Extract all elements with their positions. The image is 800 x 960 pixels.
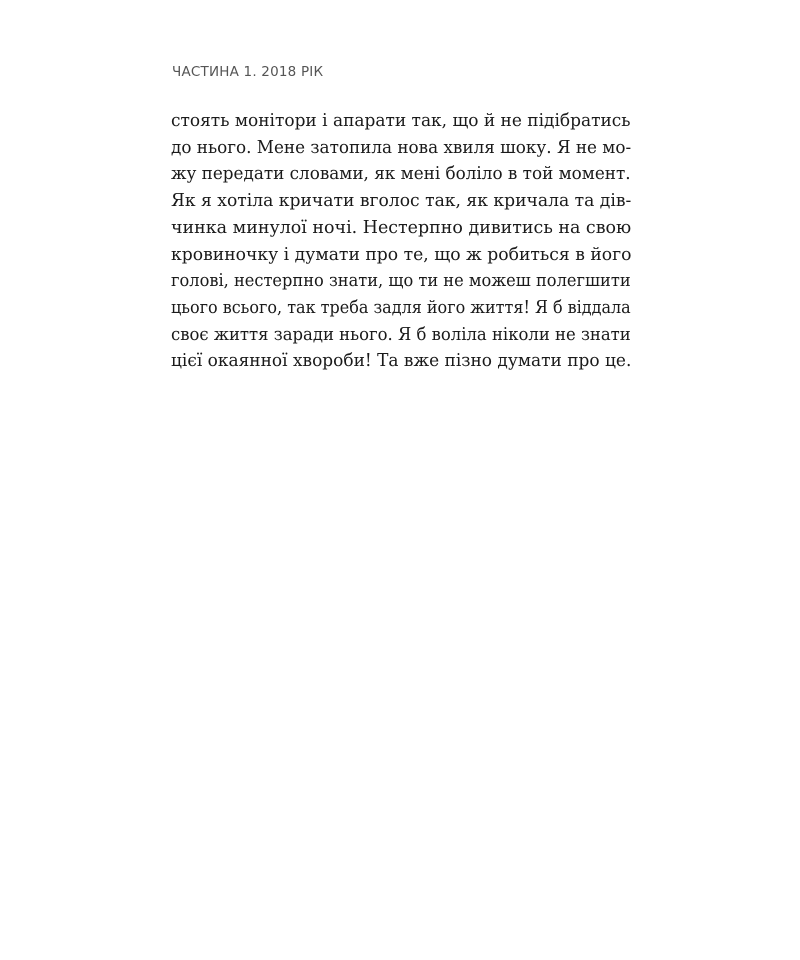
text-line: Як я хотіла кричати вголос так, як кричала та дів- (171, 191, 632, 212)
text-line: цієї окаянної хвороби! Та вже пізно думати про це. (171, 351, 632, 372)
text-line: цього всього, так треба задля його життя! Я б віддала (171, 297, 631, 318)
text-line: жу передати словами, як мені боліло в той момент. (171, 164, 631, 185)
text-line: кровиночку і думати про те, що ж робиться в його (171, 244, 632, 265)
text-line: до нього. Мене затопила нова хвиля шоку. Я не мо- (171, 137, 632, 158)
text-line: чинка минулої ночі. Нестерпно дивитись на свою (171, 217, 632, 238)
body-paragraph (171, 108, 631, 375)
text-line: своє життя заради нього. Я б воліла ніколи не знати (171, 324, 631, 345)
running-head: ЧАСТИНА 1. 2018 РІК (172, 64, 324, 80)
text-line: голові, нестерпно знати, що ти не можеш полегшити (171, 271, 631, 292)
text-line: стоять монітори і апарати так, що й не підібратись (171, 111, 631, 131)
